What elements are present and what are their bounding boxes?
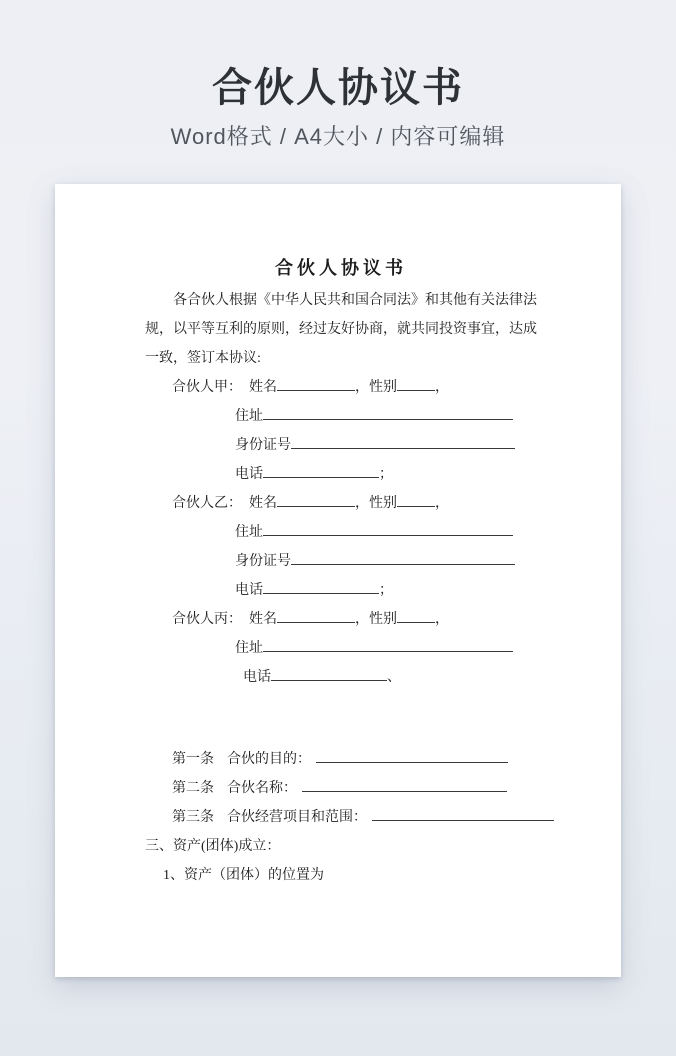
phone-blank-line bbox=[263, 465, 379, 478]
gender-label: ，性别 bbox=[355, 496, 397, 511]
partner-a-name-row bbox=[145, 373, 537, 402]
banner-subtitle: Word格式 / A4大小 / 内容可编辑 bbox=[170, 124, 506, 149]
article-1-row bbox=[145, 745, 537, 774]
partner-c-name-row bbox=[145, 605, 537, 634]
section-3-heading: 三、资产(团体)成立： bbox=[145, 839, 281, 854]
partner-a-label: 合伙人甲： bbox=[172, 380, 242, 395]
name-label: 姓名 bbox=[249, 380, 277, 395]
address-label: 住址 bbox=[235, 525, 263, 540]
address-blank-line bbox=[263, 639, 513, 652]
partner-a-phone-row bbox=[145, 460, 537, 489]
partner-c-label: 合伙人丙： bbox=[172, 612, 242, 627]
partner-b-id-row bbox=[145, 547, 537, 576]
partner-b-address-row bbox=[145, 518, 537, 547]
phone-blank-line bbox=[271, 668, 387, 681]
name-blank-line bbox=[277, 610, 355, 623]
article-1-number: 第一条 bbox=[172, 752, 214, 767]
comma: ， bbox=[435, 612, 449, 627]
comma: ， bbox=[435, 496, 449, 511]
id-blank-line bbox=[291, 552, 515, 565]
id-blank-line bbox=[291, 436, 515, 449]
partner-b-name-row bbox=[145, 489, 537, 518]
article-1-blank-line bbox=[316, 750, 508, 763]
article-3-label: 合伙经营项目和范围： bbox=[227, 810, 367, 825]
banner-title: 合伙人协议书 bbox=[212, 66, 464, 110]
phone-end: ； bbox=[379, 583, 393, 598]
article-3-number: 第三条 bbox=[172, 810, 214, 825]
id-label: 身份证号 bbox=[235, 438, 291, 453]
phone-label: 电话 bbox=[243, 670, 271, 685]
banner bbox=[0, 0, 676, 151]
name-blank-line bbox=[277, 494, 355, 507]
address-blank-line bbox=[263, 407, 513, 420]
name-blank-line bbox=[277, 378, 355, 391]
partner-c-phone-row bbox=[145, 663, 537, 692]
address-label: 住址 bbox=[235, 641, 263, 656]
article-3-blank-line bbox=[372, 808, 554, 821]
intro-paragraph: 各合伙人根据《中华人民共和国合同法》和其他有关法律法规，以平等互利的原则，经过友好协商，就共同投资事宜，达成一致，签订本协议: bbox=[145, 293, 537, 366]
gender-label: ，性别 bbox=[355, 612, 397, 627]
document-page bbox=[55, 184, 621, 977]
partner-a-id-row bbox=[145, 431, 537, 460]
comma: ， bbox=[435, 380, 449, 395]
article-2-number: 第二条 bbox=[172, 781, 214, 796]
phone-label: 电话 bbox=[235, 467, 263, 482]
document-title: 合伙人协议书 bbox=[275, 258, 407, 278]
name-label: 姓名 bbox=[249, 612, 277, 627]
address-label: 住址 bbox=[235, 409, 263, 424]
article-2-blank-line bbox=[302, 779, 507, 792]
gender-blank-line bbox=[397, 494, 435, 507]
name-label: 姓名 bbox=[249, 496, 277, 511]
phone-label: 电话 bbox=[235, 583, 263, 598]
section-3-item-1: 1、资产（团体）的位置为 bbox=[163, 868, 324, 883]
partner-b-label: 合伙人乙： bbox=[172, 496, 242, 511]
id-label: 身份证号 bbox=[235, 554, 291, 569]
address-blank-line bbox=[263, 523, 513, 536]
document-body bbox=[55, 252, 621, 890]
gender-blank-line bbox=[397, 378, 435, 391]
phone-end: 、 bbox=[387, 670, 401, 685]
article-2-label: 合伙名称： bbox=[227, 781, 297, 796]
article-3-row bbox=[145, 803, 537, 832]
gender-label: ，性别 bbox=[355, 380, 397, 395]
phone-blank-line bbox=[263, 581, 379, 594]
partner-a-address-row bbox=[145, 402, 537, 431]
article-1-label: 合伙的目的： bbox=[227, 752, 311, 767]
gender-blank-line bbox=[397, 610, 435, 623]
phone-end: ； bbox=[379, 467, 393, 482]
article-2-row bbox=[145, 774, 537, 803]
partner-b-phone-row bbox=[145, 576, 537, 605]
partner-c-address-row bbox=[145, 634, 537, 663]
